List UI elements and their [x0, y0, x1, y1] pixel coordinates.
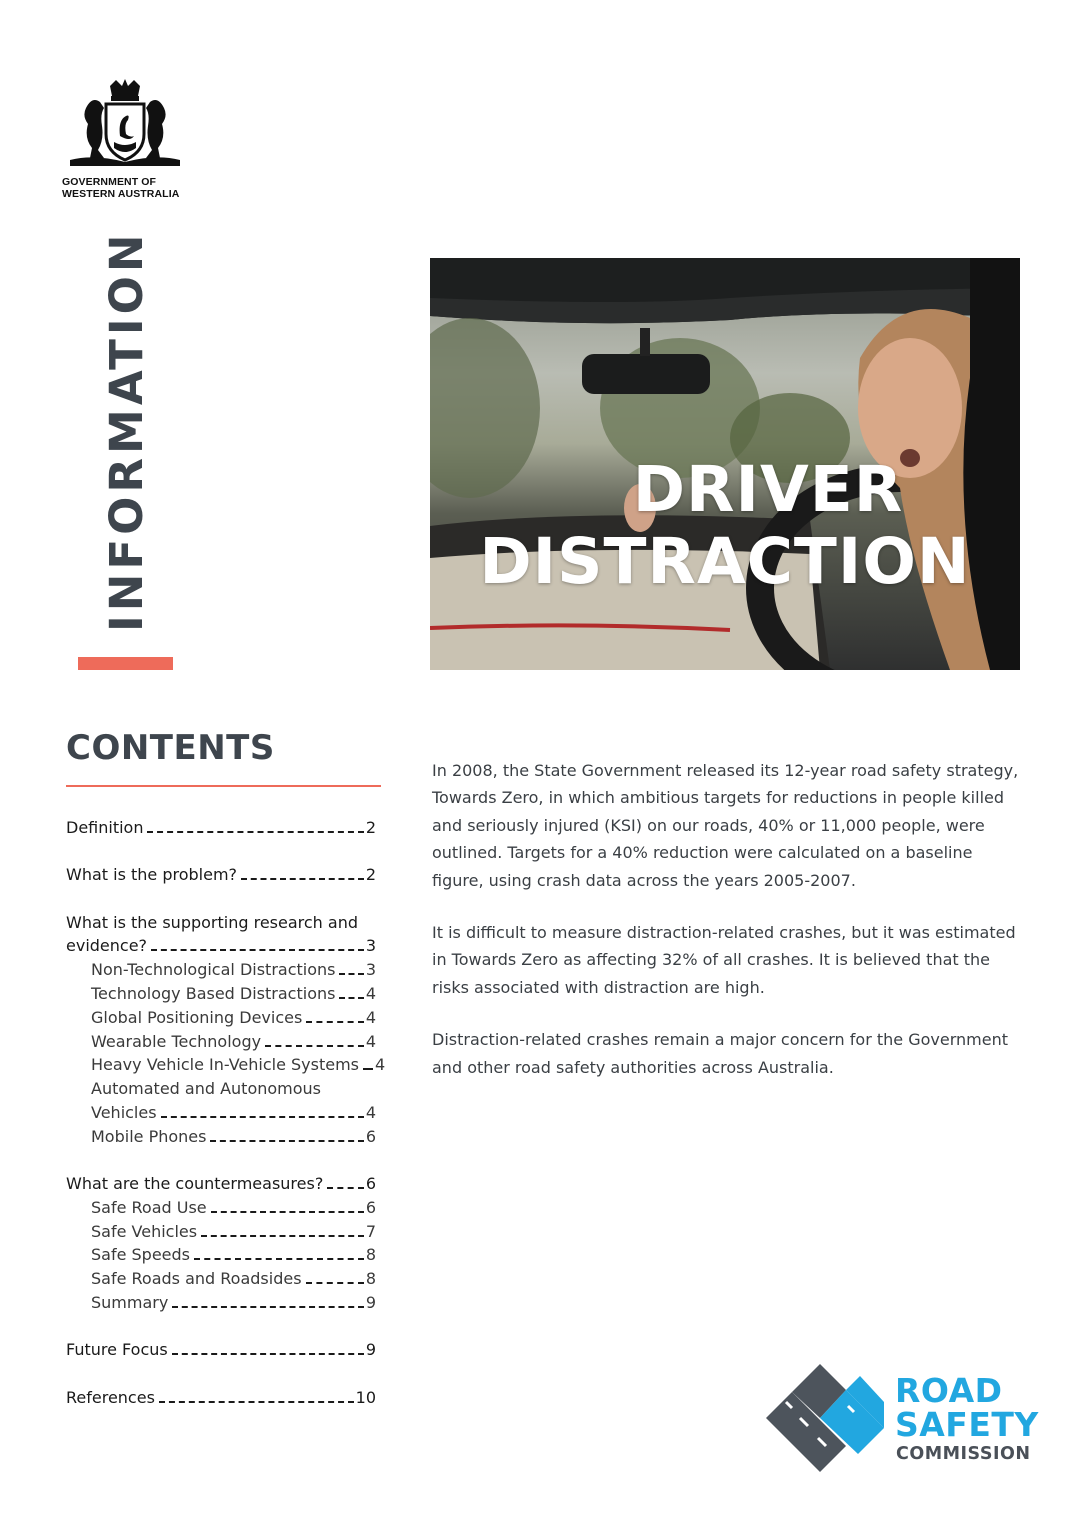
toc-page: 9: [365, 1293, 376, 1313]
toc-leader: [161, 1116, 364, 1118]
toc-page: 3: [365, 960, 376, 980]
hero-image: [430, 258, 1020, 670]
toc-label: Vehicles: [91, 1102, 157, 1122]
toc-label: What is the problem?: [66, 865, 238, 885]
government-line1: GOVERNMENT OF: [62, 176, 157, 188]
toc-item-safe-road-use[interactable]: [66, 1196, 376, 1220]
toc-item-mobile-phones[interactable]: [66, 1125, 376, 1149]
toc-page: 10: [355, 1387, 376, 1407]
toc-label: Definition: [66, 818, 144, 837]
toc-label: What are the countermeasures?: [66, 1174, 324, 1194]
toc-page: 6: [365, 1174, 376, 1194]
intro-paragraph-1: In 2008, the State Government released its 12-year road safety strategy, Towards Zero, in which ambitious targets for reductions in people killed and seriously injured (KSI) on our roads, 40% or 11,000 people, were outlined. Targets for a 40% reduction were calculated on a baseline figure, using crash data across the years 2005-2007.: [432, 761, 1019, 890]
accent-bar: [78, 657, 173, 670]
toc-item-summary[interactable]: [66, 1291, 376, 1315]
toc-item-research-cont: [66, 934, 376, 958]
toc-leader: [306, 1021, 364, 1023]
logo-safety: SAFETY: [895, 1405, 1039, 1444]
toc-page: 8: [365, 1245, 376, 1265]
toc-leader: [241, 878, 364, 880]
toc-leader: [327, 1187, 363, 1189]
toc-page: 6: [365, 1126, 376, 1146]
toc-label: Safe Road Use: [91, 1197, 207, 1217]
toc-page: 4: [375, 1055, 386, 1075]
toc-label: Wearable Technology: [91, 1031, 262, 1051]
toc-leader: [151, 949, 364, 951]
toc-page: 8: [365, 1269, 376, 1289]
coat-of-arms-icon: [64, 78, 186, 170]
toc-leader: [159, 1401, 354, 1403]
toc-label: Heavy Vehicle In-Vehicle Systems: [91, 1055, 360, 1075]
toc-page: 3: [365, 936, 376, 956]
toc-item-countermeasures[interactable]: [66, 1172, 376, 1196]
hero-title-line2: DISTRACTION: [479, 525, 971, 598]
toc-page: 6: [365, 1197, 376, 1217]
toc-label: What is the supporting research and: [66, 912, 358, 932]
toc-label: References: [66, 1387, 155, 1407]
road-diamond-icon: [762, 1364, 884, 1472]
toc-label: Future Focus: [66, 1340, 168, 1360]
toc-leader: [211, 1211, 364, 1213]
hero-title: [430, 454, 1020, 598]
toc-leader: [339, 997, 363, 999]
toc-item-wearable[interactable]: [66, 1030, 376, 1054]
toc-leader: [201, 1235, 364, 1237]
toc-label: evidence?: [66, 936, 148, 956]
toc-item-non-tech[interactable]: [66, 958, 376, 982]
toc-leader: [363, 1068, 373, 1070]
toc-item-future-focus[interactable]: [66, 1338, 376, 1362]
toc-leader: [339, 973, 363, 975]
toc-item-research[interactable]: [66, 911, 376, 959]
government-logo: [62, 78, 192, 200]
toc-label: Non-Technological Distractions: [91, 960, 336, 980]
contents-heading: CONTENTS: [66, 728, 275, 768]
toc-page: 4: [365, 1102, 376, 1122]
intro-paragraph-2: It is difficult to measure distraction-related crashes, but it was estimated in Towards Zero as affecting 32% of all crashes. It is believed that the risks associated with distraction are high.: [432, 923, 1016, 997]
toc-leader: [172, 1306, 363, 1308]
toc-page: 4: [365, 1031, 376, 1051]
toc-label: Summary: [91, 1293, 169, 1313]
toc-item-references[interactable]: [66, 1386, 376, 1410]
toc-item-problem[interactable]: [66, 863, 376, 887]
intro-text: [432, 757, 1022, 1106]
toc-page: 7: [365, 1221, 376, 1241]
toc-item-heavy-vehicle[interactable]: [66, 1053, 386, 1077]
hero-title-line1: DRIVER: [632, 453, 904, 526]
toc-page: 2: [365, 818, 376, 837]
government-line2: WESTERN AUSTRALIA: [62, 188, 180, 200]
toc-page: 4: [365, 1007, 376, 1027]
toc-item-automated-cont: [91, 1101, 376, 1125]
contents-divider: [66, 785, 381, 787]
toc-leader: [306, 1282, 364, 1284]
toc-item-safe-roads[interactable]: [66, 1267, 376, 1291]
toc-page: 2: [365, 865, 376, 885]
toc-label: Technology Based Distractions: [91, 983, 336, 1003]
toc-item-tech[interactable]: [66, 982, 376, 1006]
toc-item-safe-speeds[interactable]: [66, 1243, 376, 1267]
toc-leader: [194, 1258, 364, 1260]
toc-leader: [265, 1045, 364, 1047]
toc-item-gps[interactable]: [66, 1006, 376, 1030]
toc-label: Safe Vehicles: [91, 1221, 198, 1241]
toc-label: Safe Roads and Roadsides: [91, 1269, 302, 1289]
toc-item-automated[interactable]: [66, 1077, 376, 1125]
toc-page: 9: [365, 1340, 376, 1360]
toc-label: Global Positioning Devices: [91, 1007, 303, 1027]
toc-leader: [172, 1353, 364, 1355]
toc-item-safe-vehicles[interactable]: [66, 1220, 376, 1244]
toc-label: Safe Speeds: [91, 1245, 191, 1265]
logo-commission: COMMISSION: [896, 1444, 1031, 1464]
intro-paragraph-3: Distraction-related crashes remain a major concern for the Government and other road safety authorities across Australia.: [432, 1030, 1008, 1077]
logo-road: ROAD: [895, 1371, 1003, 1410]
toc-page: 4: [365, 983, 376, 1003]
toc-label: Mobile Phones: [91, 1126, 207, 1146]
road-safety-commission-logo: [762, 1364, 1039, 1474]
toc-leader: [147, 831, 363, 833]
toc-label: Automated and Autonomous: [91, 1079, 322, 1099]
table-of-contents: [66, 816, 386, 1409]
information-label: INFORMATION: [100, 230, 153, 632]
toc-item-definition[interactable]: [66, 816, 376, 840]
toc-leader: [210, 1140, 363, 1142]
